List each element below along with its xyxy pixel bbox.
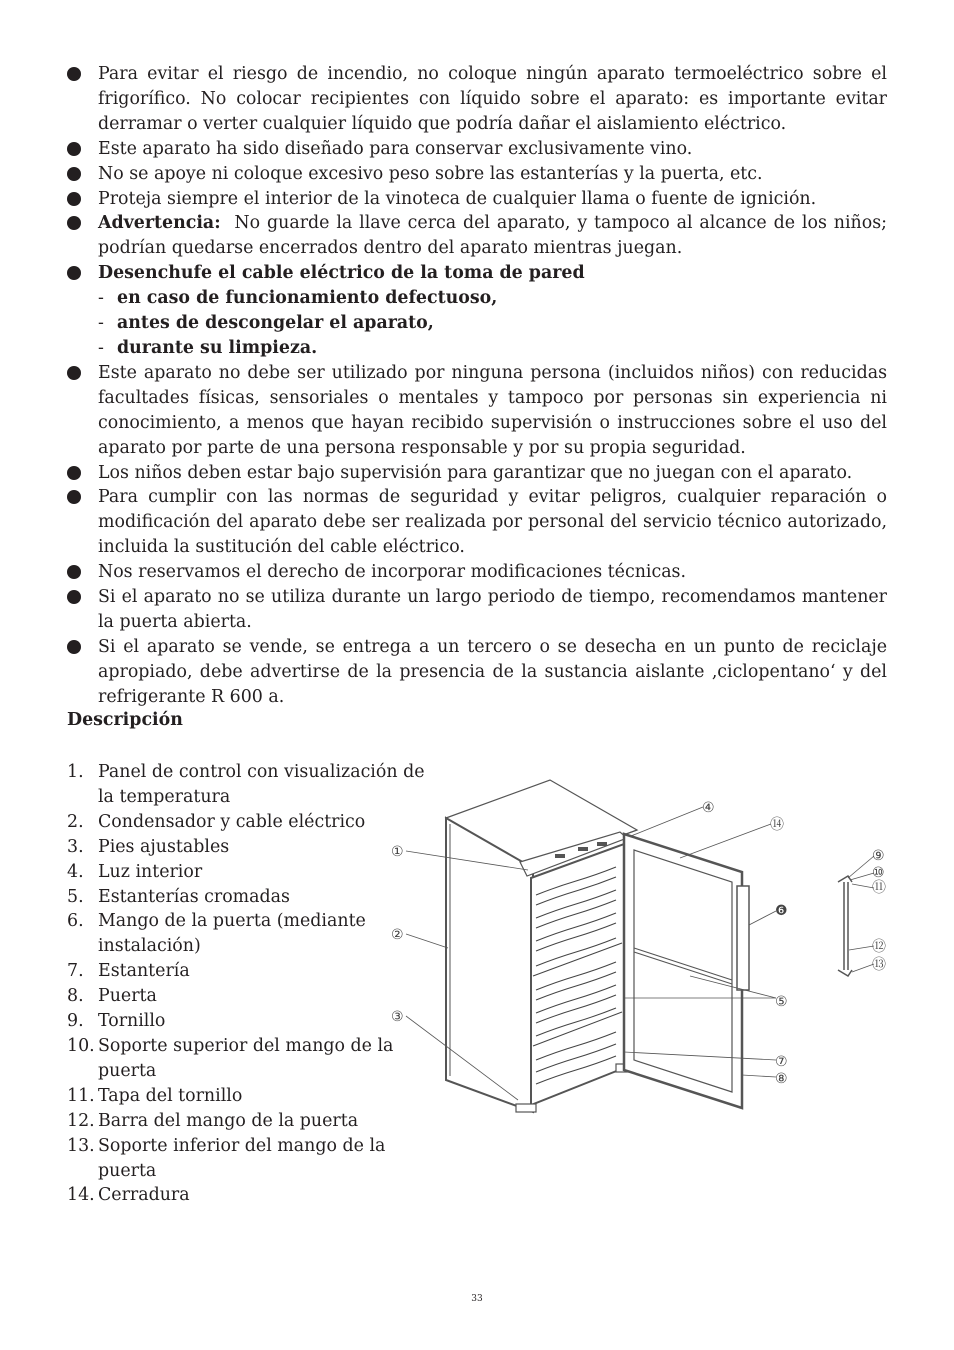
part-item: [67, 959, 427, 984]
part-item: [67, 835, 427, 860]
page-number: 33: [471, 1294, 483, 1304]
bullet-dot: [67, 216, 81, 230]
part-item: [67, 984, 427, 1009]
bullet-item: [67, 62, 887, 137]
part-item: [67, 1034, 427, 1084]
wine-cooler-diagram: [388, 775, 898, 1120]
callout-8: ⑧: [775, 1071, 788, 1087]
bullet-item: [67, 560, 887, 585]
bullet-text: Los niños deben estar bajo supervisión para garantizar que no juegan con el aparato.: [98, 462, 853, 483]
callout-10: ⑩: [872, 865, 885, 881]
part-number: 6.: [67, 911, 84, 932]
bullet-text: Proteja siempre el interior de la vinoteca de cualquier llama o fuente de ignición.: [98, 188, 817, 209]
part-label: Cerradura: [98, 1185, 190, 1206]
part-item: [67, 1183, 427, 1208]
part-label: Tornillo: [98, 1011, 166, 1032]
bullet-text: Si el aparato se vende, se entrega a un tercero o se desecha en un punto de reciclaje apropiado, debe advertirse de la presencia de la sustancia aislante ‚ciclopentano‘ y del refrigerante R 600 a.: [98, 636, 887, 707]
part-label: Puerta: [98, 986, 157, 1007]
callout-13: ⑬: [872, 957, 886, 973]
callout-14: ⑭: [770, 817, 784, 833]
part-label: Luz interior: [98, 861, 203, 882]
bullet-item: [67, 187, 887, 212]
bullet-item: [67, 461, 887, 486]
bullet-item: [67, 162, 887, 187]
parts-list: [67, 760, 427, 1208]
bullet-item: [67, 137, 887, 162]
handle-detail: [838, 876, 852, 976]
sub-item: [98, 311, 887, 336]
part-number: 9.: [67, 1011, 84, 1032]
bullet-text: Si el aparato no se utiliza durante un largo periodo de tiempo, recomendamos mantener la puerta abierta.: [98, 587, 887, 632]
bullet-item: [67, 361, 887, 461]
part-number: 4.: [67, 861, 84, 882]
callout-5: ⑤: [775, 994, 788, 1010]
dash-marker: -: [98, 288, 104, 309]
callout-11: ⑪: [872, 880, 886, 896]
part-number: 1.: [67, 762, 84, 782]
part-item: [67, 1109, 427, 1134]
adjustable-foot: [516, 1104, 536, 1112]
bullet-item: [67, 211, 887, 261]
sub-item: [98, 286, 887, 311]
part-label: Mango de la puerta (mediante instalación): [98, 911, 366, 957]
part-number: 11.: [67, 1085, 95, 1106]
part-item: [67, 1084, 427, 1109]
display-button: [555, 854, 565, 858]
part-label: Barra del mango de la puerta: [98, 1110, 359, 1131]
bullet-dot: [67, 490, 81, 504]
part-item: [67, 1009, 427, 1034]
part-label: Condensador y cable eléctrico: [98, 811, 366, 832]
bullet-dot: [67, 366, 81, 380]
part-number: 2.: [67, 811, 84, 832]
bullet-text: No guarde la llave cerca del aparato, y tampoco al alcance de los niños; podrían quedarse encerrados dentro del aparato mientras juegan.: [98, 213, 887, 259]
warning-label: Advertencia:: [98, 213, 221, 234]
sub-item-text: en caso de funcionamiento defectuoso,: [117, 288, 498, 309]
dash-marker: -: [98, 313, 104, 334]
callout-12: ⑫: [872, 939, 886, 955]
sub-item-text: antes de descongelar el aparato,: [117, 313, 434, 334]
part-item: [67, 760, 427, 810]
bullet-dot: [67, 192, 81, 206]
part-item: [67, 860, 427, 885]
part-label: Estantería: [98, 961, 190, 982]
unplug-sublist: [67, 286, 887, 361]
part-number: 8.: [67, 986, 84, 1007]
bullet-item: [67, 261, 887, 286]
part-item: [67, 810, 427, 835]
section-title: Descripción: [67, 710, 183, 730]
bullet-dot: [67, 590, 81, 604]
part-label: Estanterías cromadas: [98, 886, 290, 907]
bullet-dot: [67, 640, 81, 654]
sub-item: [98, 336, 887, 361]
part-label: Panel de control con visualización de la temperatura: [98, 762, 425, 807]
bullet-text: No se apoye ni coloque excesivo peso sobre las estanterías y la puerta, etc.: [98, 163, 763, 184]
door-handle: [737, 886, 749, 990]
part-item: [67, 1134, 427, 1184]
part-label: Soporte superior del mango de la puerta: [98, 1035, 394, 1081]
bullet-dot: [67, 67, 81, 81]
display-button: [578, 847, 588, 851]
callout-6: ❻: [775, 903, 788, 919]
callout-7: ⑦: [775, 1054, 788, 1070]
callout-1: ①: [391, 844, 404, 860]
part-number: 5.: [67, 886, 84, 907]
unplug-heading: Desenchufe el cable eléctrico de la toma de pared: [98, 263, 585, 284]
part-number: 14.: [67, 1185, 95, 1206]
part-label: Soporte inferior del mango de la puerta: [98, 1135, 386, 1181]
sub-item-text: durante su limpieza.: [117, 337, 318, 358]
bullet-text: Para evitar el riesgo de incendio, no coloque ningún aparato termoeléctrico sobre el frigorífico. No colocar recipientes con líquido sobre el aparato: es importante evitar derramar o verter cualquier líquido que podría dañar el aislamiento eléctrico.: [98, 64, 887, 134]
part-label: Tapa del tornillo: [98, 1085, 243, 1106]
bullet-dot: [67, 466, 81, 480]
part-number: 10.: [67, 1035, 95, 1056]
part-number: 12.: [67, 1110, 95, 1131]
part-number: 13.: [67, 1135, 95, 1156]
part-item: [67, 909, 427, 959]
bullet-item: [67, 485, 887, 560]
callout-2: ②: [391, 927, 404, 943]
bullet-dot: [67, 565, 81, 579]
bullet-dot: [67, 142, 81, 156]
callout-4: ④: [702, 800, 715, 816]
dash-marker: -: [98, 337, 104, 358]
bullet-text: Este aparato ha sido diseñado para conservar exclusivamente vino.: [98, 138, 693, 159]
callout-3: ③: [391, 1009, 404, 1025]
safety-bullet-list: [67, 62, 887, 710]
bullet-item: [67, 585, 887, 635]
part-number: 3.: [67, 836, 84, 857]
callout-9: ⑨: [872, 848, 885, 864]
bullet-dot: [67, 266, 81, 280]
bullet-item: [67, 635, 887, 710]
bullet-text: Nos reservamos el derecho de incorporar modificaciones técnicas.: [98, 562, 687, 583]
part-label: Pies ajustables: [98, 836, 230, 857]
display-button: [597, 842, 607, 846]
bullet-dot: [67, 167, 81, 181]
bullet-text: Este aparato no debe ser utilizado por ninguna persona (incluidos niños) con reducidas facultades físicas, sensoriales o mentales y tampoco por personas sin experiencia ni conocimiento, a menos que hayan recibido supervisión o instrucciones sobre el uso del aparato por parte de una persona responsable y por su propia seguridad.: [98, 362, 887, 458]
part-number: 7.: [67, 961, 84, 982]
part-item: [67, 885, 427, 910]
door-glass: [634, 850, 732, 1092]
bullet-text: Para cumplir con las normas de seguridad y evitar peligros, cualquier reparación o modificación del aparato debe ser realizada por personal del servicio técnico autorizado, incluida la sustitución del cable eléctrico.: [98, 487, 887, 558]
